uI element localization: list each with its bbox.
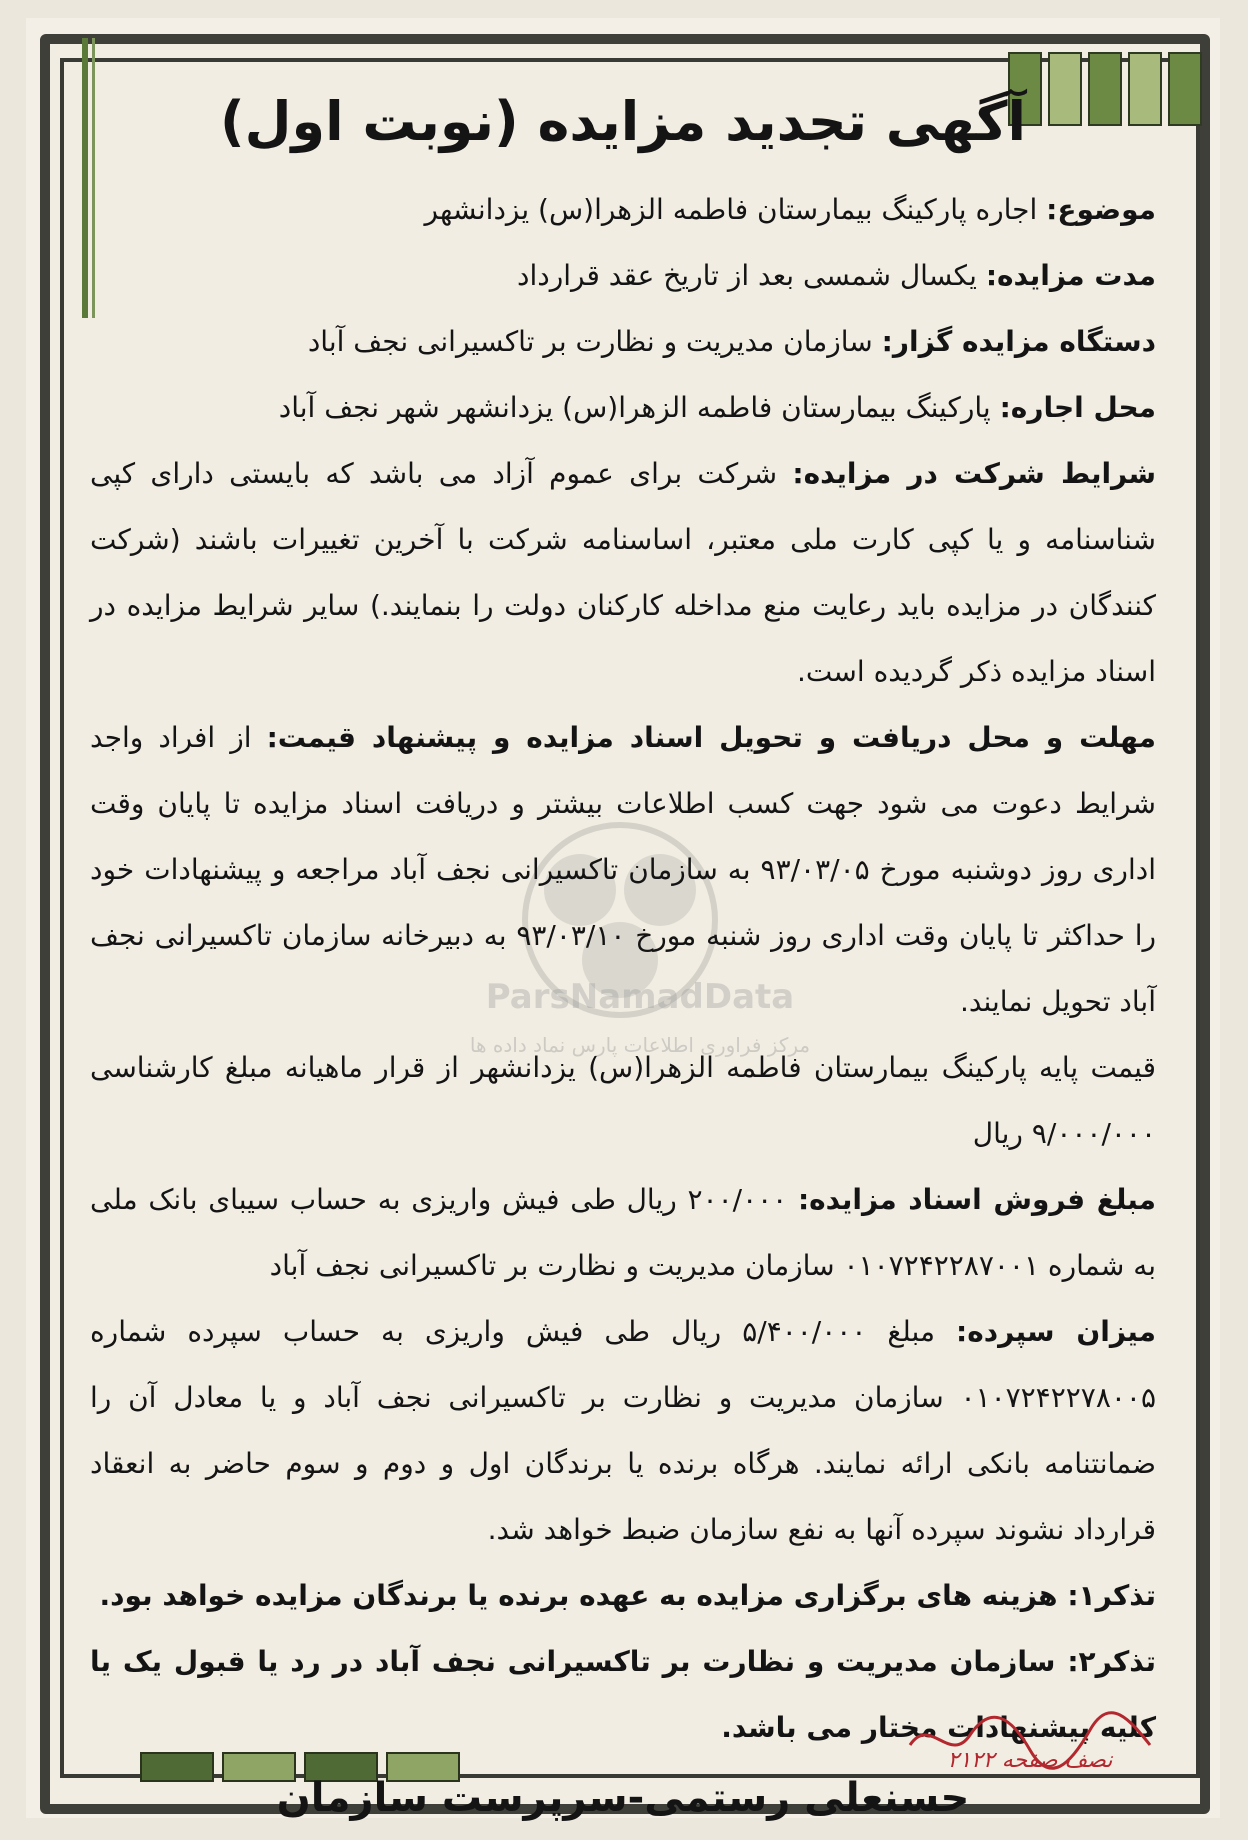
paragraph-label: مدت مزایده: <box>985 259 1156 292</box>
paragraph-document-fee <box>90 1167 1156 1299</box>
paragraph-label: موضوع: <box>1046 193 1156 226</box>
signature-line: حسنعلی رستمی-سرپرست سازمان <box>276 1775 970 1821</box>
paragraph-text: هزینه های برگزاری مزایده به عهده برنده یا برندگان مزایده خواهد بود. <box>99 1579 1068 1612</box>
watermark-text: مرکز فراوری اطلاعات پارس نماد داده ها <box>469 1033 811 1057</box>
paragraph-conditions <box>90 441 1156 705</box>
paragraph-text: از افراد واجد شرایط دعوت می شود جهت کسب اطلاعات بیشتر و دریافت اسناد مزایده تا پایان وقت اداری روز دوشنبه مورخ ۹۳/۰۳/۰۵ به سازمان تاکسیرانی نجف آباد مراجعه و پیشنهادات خود را حداکثر تا پایان وقت اداری روز شنبه مورخ ۹۳/۰۳/۱۰ به دبیرخانه سازمان تاکسیرانی نجف آباد تحویل نمایند. <box>90 721 1157 1018</box>
paragraph-label: محل اجاره: <box>999 391 1156 424</box>
paragraph-base-price <box>90 1035 1156 1167</box>
paragraph-text: شرکت برای عموم آزاد می باشد که بایستی دارای کپی شناسنامه و یا کپی کارت ملی معتبر، اساسنامه شرکت با آخرین تغییرات باشند (شرکت کنندگان در مزایده باید رعایت منع مداخله کارکنان دولت را بنمایند.) سایر شرایط مزایده در اسناد مزایده ذکر گردیده است. <box>90 457 1156 688</box>
paragraph-label: تذکر۲: <box>1067 1645 1156 1678</box>
decor-square <box>1168 52 1202 126</box>
decorative-bar <box>82 38 88 318</box>
paragraph-label: شرایط شرکت در مزایده: <box>792 457 1157 490</box>
announcement-body <box>90 90 1156 1821</box>
paragraph-label: میزان سپرده: <box>956 1315 1157 1348</box>
paragraph-label: دستگاه مزایده گزار: <box>881 325 1156 358</box>
paragraph-label: مبلغ فروش اسناد مزایده: <box>797 1183 1157 1216</box>
svg-text:ParsNamadData: ParsNamadData <box>485 980 795 1017</box>
paragraph-organizer <box>90 309 1156 375</box>
paragraph-duration <box>90 243 1156 309</box>
page-title: آگهی تجدید مزایده (نوبت اول) <box>220 90 1026 153</box>
paragraph-text: سازمان مدیریت و نظارت بر تاکسیرانی نجف آباد در رد یا قبول یک یا کلیه پیشنهادات مختار می باشد. <box>90 1645 1156 1744</box>
paragraph-location <box>90 375 1156 441</box>
handwritten-note-text: نصف صفحه ۲۱۲۲ <box>947 1748 1113 1773</box>
paragraph-text: یکسال شمسی بعد از تاریخ عقد قرارداد <box>517 259 986 292</box>
paragraph-text: اجاره پارکینگ بیمارستان فاطمه الزهرا(س) یزدانشهر <box>424 193 1047 226</box>
paragraph-subject <box>90 177 1156 243</box>
paragraph-text: ۲۰۰/۰۰۰ ریال طی فیش واریزی به حساب سیبای بانک ملی به شماره ۰۱۰۷۲۴۲۲۸۷۰۰۱ سازمان مدیریت و نظارت بر تاکسیرانی نجف آباد <box>90 1183 1156 1282</box>
paragraph-text: مبلغ ۵/۴۰۰/۰۰۰ ریال طی فیش واریزی به حساب سپرده شماره ۰۱۰۷۲۴۲۲۷۸۰۰۵ سازمان مدیریت و نظارت بر تاکسیرانی نجف آباد و یا معادل آن را ضمانتنامه بانکی ارائه نمایند. هرگاه برنده یا برندگان اول و دوم و سوم حاضر به انعقاد قرارداد نشوند سپرده آنها به نفع سازمان ضبط خواهد شد. <box>90 1315 1156 1546</box>
paragraph-deposit <box>90 1299 1156 1563</box>
paragraph-note-1 <box>90 1563 1156 1629</box>
paragraph-text: قیمت پایه پارکینگ بیمارستان فاطمه الزهرا(س) یزدانشهر از قرار ماهیانه مبلغ کارشناسی ۹/۰۰۰/۰۰۰ ریال <box>90 1051 1156 1150</box>
paragraph-deadline <box>90 705 1156 1035</box>
paragraph-note-2 <box>90 1629 1156 1761</box>
paragraph-label: مهلت و محل دریافت و تحویل اسناد مزایده و پیشنهاد قیمت: <box>266 721 1156 754</box>
paragraph-text: سازمان مدیریت و نظارت بر تاکسیرانی نجف آباد <box>307 325 882 358</box>
paragraph-text: پارکینگ بیمارستان فاطمه الزهرا(س) یزدانشهر شهر نجف آباد <box>278 391 1000 424</box>
paragraph-label: تذکر۱: <box>1067 1579 1156 1612</box>
